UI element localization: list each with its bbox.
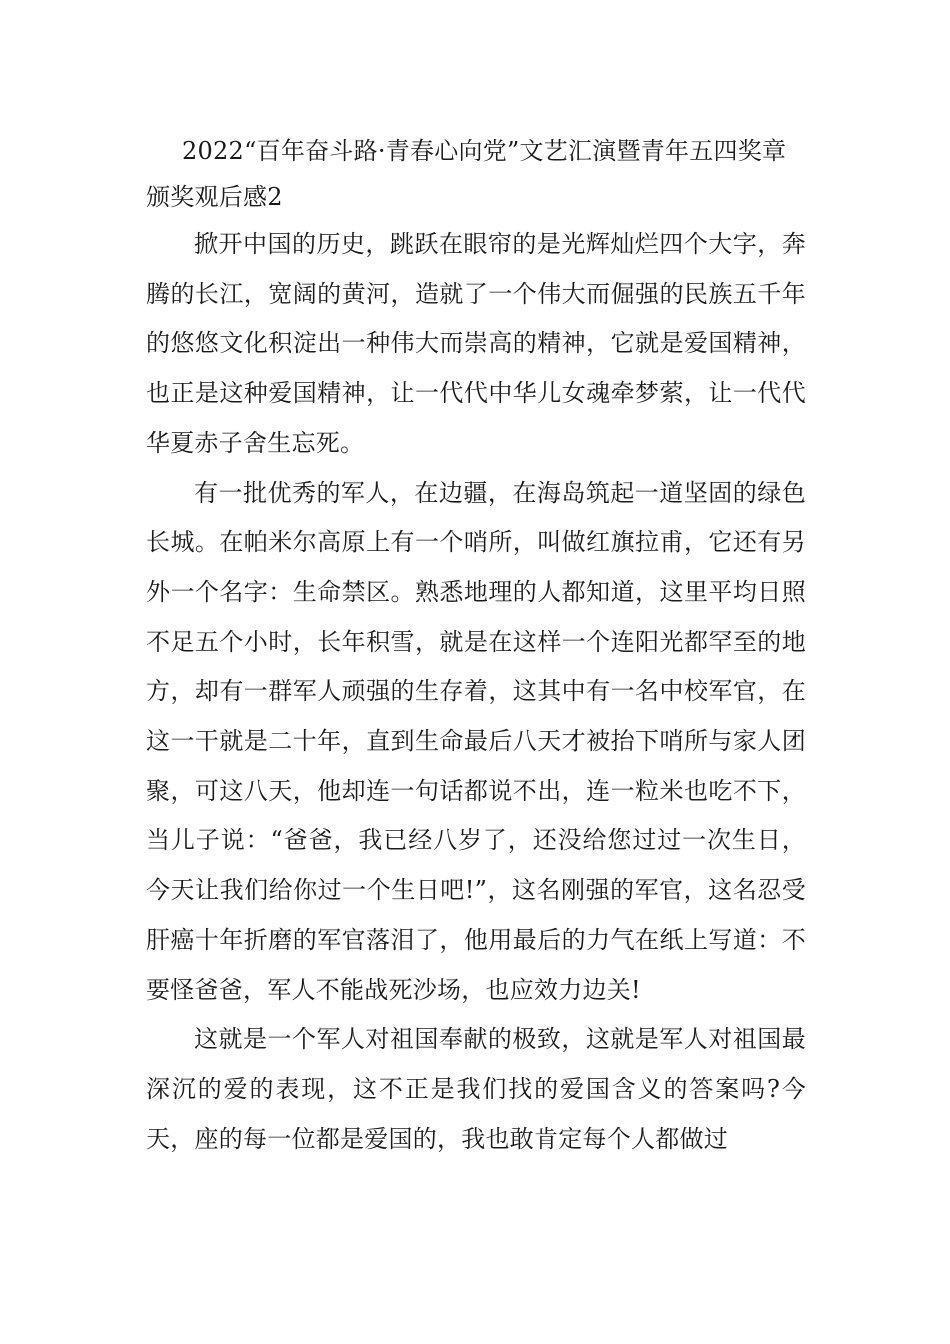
document-title: 2022“百年奋斗路·青春心向党”文艺汇演暨青年五四奖章颁奖观后感2: [146, 137, 787, 211]
paragraph-soldier: 有一批优秀的军人，在边疆，在海岛筑起一道坚固的绿色长城。在帕米尔高原上有一个哨所，叫做红旗拉甫，它还有另外一个名字：生命禁区。熟悉地理的人都知道，这里平均日照不足五个小时，长年积雪，就是在这样一个连阳光都罕至的地方，却有一群军人顽强的生存着，这其中有一名中校军官，在这一干就是二十年，直到生命最后八天才被抬下哨所与家人团聚，可这八天，他却连一句话都说不出，连一粒米也吃不下，当儿子说：“爸爸，我已经八岁了，还没给您过过一次生日，今天让我们给你过一个生日吧!”，这名刚强的军官，这名忍受肝癌十年折磨的军官落泪了，他用最后的力气在纸上写道：不要怪爸爸，军人不能战死沙场，也应效力边关!: [146, 478, 806, 1004]
document-body: [146, 128, 806, 1164]
paragraph-history: 掀开中国的历史，跳跃在眼帘的是光辉灿烂四个大字，奔腾的长江，宽阔的黄河，造就了一个伟大而倔强的民族五千年的悠悠文化积淀出一种伟大而崇高的精神，它就是爱国精神，也正是这种爱国精神，让一代代中华儿女魂牵梦萦，让一代代华夏赤子舍生忘死。: [146, 230, 806, 457]
paragraph-conclusion: 这就是一个军人对祖国奉献的极致，这就是军人对祖国最深沉的爱的表现，这不正是我们找的爱国含义的答案吗?今天，座的每一位都是爱国的，我也敢肯定每个人都做过: [146, 1025, 806, 1153]
